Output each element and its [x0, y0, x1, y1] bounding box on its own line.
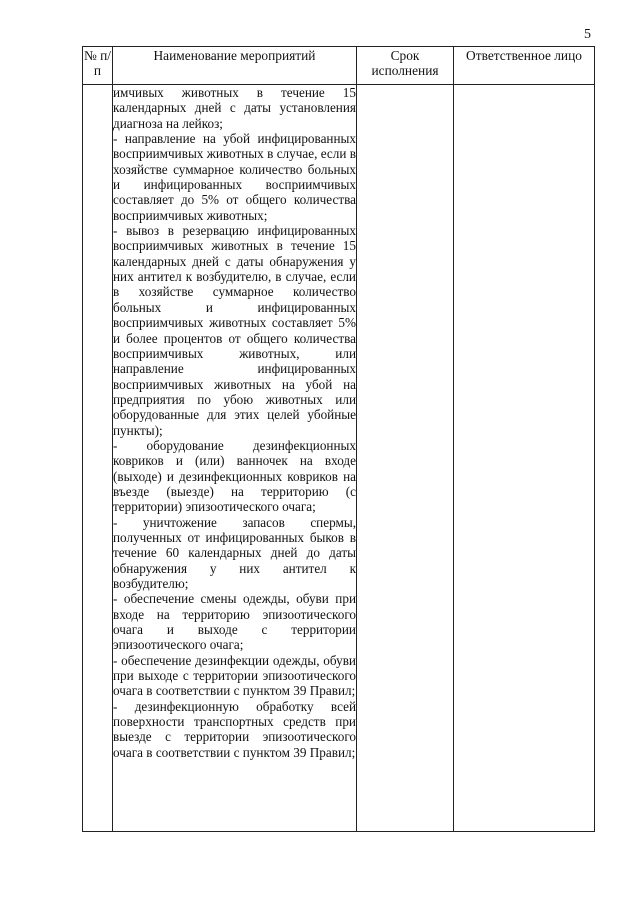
table-row: [83, 85, 595, 832]
header-term: Срок исполнения: [357, 47, 454, 85]
cell-term: [357, 85, 454, 832]
cell-responsible: [454, 85, 595, 832]
header-row: [83, 47, 595, 85]
measures-table: [82, 46, 595, 832]
measure-item: - дезинфекционную обработку всей поверхности транспортных средств при выезде с территории эпизоотического очага в соответствии с пунктом 39 Правил;: [113, 698, 356, 760]
measure-item: имчивых животных в течение 15 календарных дней с даты установления диагноза на лейкоз;: [113, 85, 356, 131]
measure-item: - вывоз в резервацию инфицированных восприимчивых животных в течение 15 календарных дней с даты обнаружения у них антител к возбудителю, в случае, если в хозяйстве суммарное количество больных и инфицированных восприимчивых животных составляет 5% и более процентов от общего количества восприимчивых животных, или направление инфицированных восприимчивых животных на убой на предприятия по убою животных или оборудованные для этих целей убойные пункты);: [113, 223, 356, 438]
header-responsible: Ответственное лицо: [454, 47, 595, 85]
header-num: № п/п: [83, 47, 113, 85]
header-name: Наименование мероприятий: [113, 47, 357, 85]
table-header: [83, 47, 595, 85]
cell-measures: [113, 85, 357, 832]
measure-item: - оборудование дезинфекционных ковриков и (или) ванночек на входе (выходе) и дезинфекционных ковриков на въезде (выезде) на территорию (с территории) эпизоотического очага;: [113, 437, 356, 515]
measure-item: - обеспечение дезинфекции одежды, обуви при выходе с территории эпизоотического очага в соответствии с пунктом 39 Правил;: [113, 652, 356, 699]
measure-item: - обеспечение смены одежды, обуви при входе на территорию эпизоотического очага и выходе с территории эпизоотического очага;: [113, 591, 356, 653]
cell-num: [83, 85, 113, 832]
page-number: 5: [584, 27, 591, 42]
measure-item: - направление на убой инфицированных восприимчивых животных в случае, если в хозяйстве суммарное количество больных и инфицированных восприимчивых составляет до 5% от общего количества восприимчивых животных;: [113, 131, 356, 223]
measure-item: - уничтожение запасов спермы, полученных от инфицированных быков в течение 60 календарных дней до даты обнаружения у них антител к возбудителю;: [113, 514, 356, 591]
